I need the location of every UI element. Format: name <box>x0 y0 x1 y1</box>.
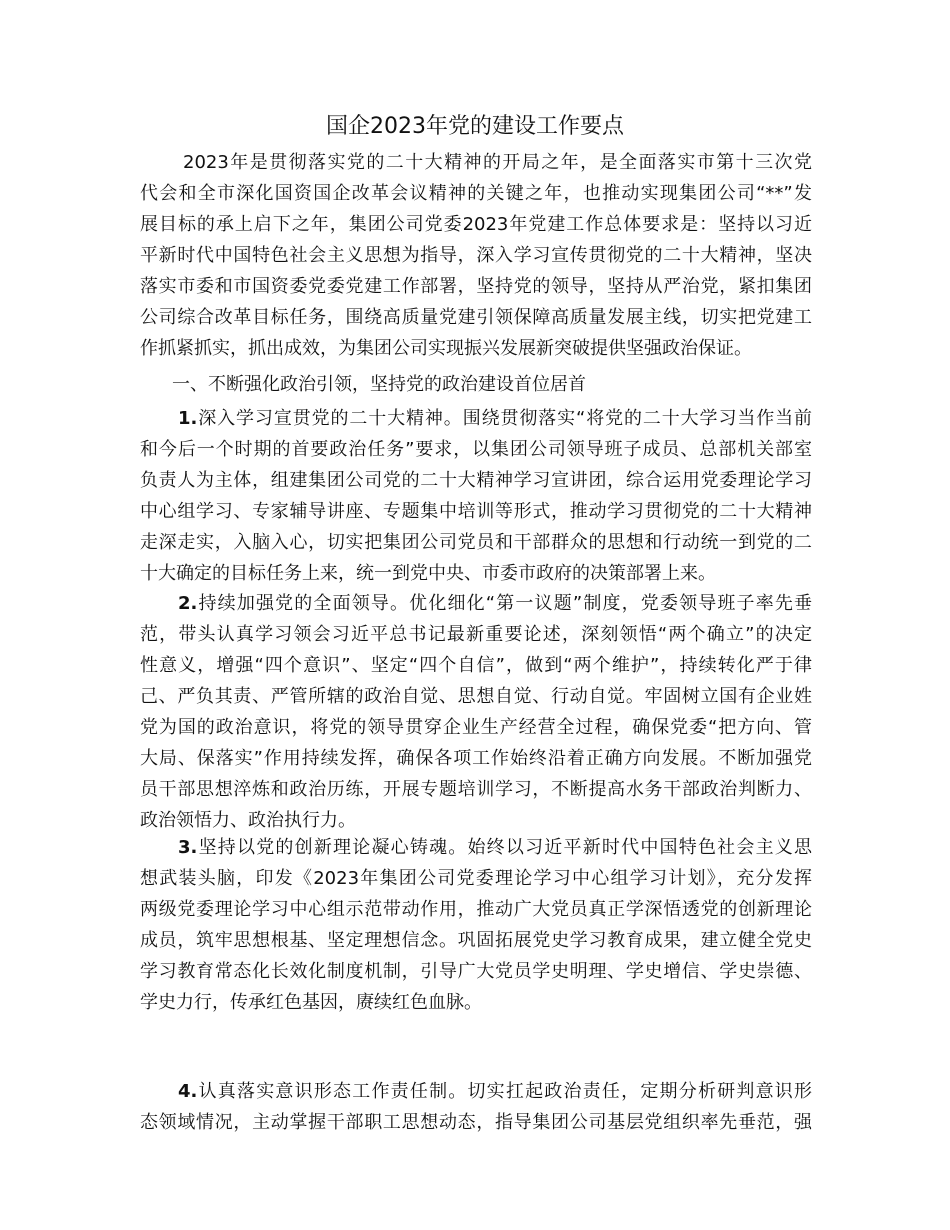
line-text: 政治领悟力、政治执行力。 <box>140 810 356 831</box>
line-text: 成员，筑牢思想根基、坚定理想信念。巩固拓展党史学习教育成果，建立健全党史 <box>140 930 812 951</box>
numbered-paragraph <box>140 1076 812 1138</box>
line-text: 坚持以党的创新理论凝心铸魂。始终以习近平新时代中国特色社会主义思 <box>197 837 812 858</box>
line-text: 落实市委和市国资委党委党建工作部署，坚持党的领导，坚持从严治党，紧扣集团 <box>140 276 812 297</box>
line-text: 走深走实，入脑入心，切实把集团公司党员和干部群众的思想和行动统一到党的二 <box>140 532 812 553</box>
text-line <box>140 832 812 863</box>
line-text: 一、不断强化政治引领，坚持党的政治建设首位居首 <box>172 374 586 395</box>
section-heading <box>140 369 812 400</box>
item-number: 3. <box>178 837 198 858</box>
text-line <box>140 558 812 589</box>
numbered-paragraph <box>140 832 812 1018</box>
line-text: 负责人为主体，组建集团公司党的二十大精神学习宣讲团，综合运用党委理论学习 <box>140 470 812 491</box>
line-text: 平新时代中国特色社会主义思想为指导，深入学习宣传贯彻党的二十大精神，坚决 <box>140 245 812 266</box>
line-text: 党为国的政治意识，将党的领导贯穿企业生产经营全过程，确保党委“把方向、管 <box>140 717 812 738</box>
text-line <box>140 403 812 434</box>
line-text: 作抓紧抓实，抓出成效，为集团公司实现振兴发展新突破提供坚强政治保证。 <box>140 338 752 359</box>
document-title: 国企2023年党的建设工作要点 <box>326 114 624 139</box>
numbered-paragraph <box>140 403 812 589</box>
text-line <box>140 302 812 333</box>
text-line <box>140 987 812 1018</box>
text-line <box>140 465 812 496</box>
line-text: 范，带头认真学习领会习近平总书记最新重要论述，深刻领悟“两个确立”的决定 <box>140 624 812 645</box>
line-text: 两级党委理论学习中心组示范带动作用，推动广大党员真正学深悟透党的创新理论 <box>140 899 812 920</box>
item-number: 2. <box>178 593 198 614</box>
line-text: 展目标的承上启下之年，集团公司党委2023年党建工作总体要求是：坚持以习近 <box>140 214 812 235</box>
text-line <box>140 712 812 743</box>
line-text: 己、严负其责、严管所辖的政治自觉、思想自觉、行动自觉。牢固树立国有企业姓 <box>140 686 812 707</box>
line-text: 十大确定的目标任务上来，统一到党中央、市委市政府的决策部署上来。 <box>140 563 716 584</box>
text-line <box>140 774 812 805</box>
text-line <box>140 894 812 925</box>
line-text: 想武装头脑，印发《2023年集团公司党委理论学习中心组学习计划》，充分发挥 <box>140 868 812 889</box>
line-text: 深入学习宣贯党的二十大精神。围绕贯彻落实“将党的二十大学习当作当前 <box>197 408 812 429</box>
text-line <box>140 1076 812 1107</box>
line-text: 公司综合改革目标任务，围绕高质量党建引领保障高质量发展主线，切实把党建工 <box>140 307 812 328</box>
text-line <box>140 434 812 465</box>
text-line <box>140 240 812 271</box>
line-text: 大局、保落实”作用持续发挥，确保各项工作始终沿着正确方向发展。不断加强党 <box>140 748 812 769</box>
numbered-paragraph <box>140 588 812 836</box>
text-line <box>140 956 812 987</box>
line-text: 持续加强党的全面领导。优化细化“第一议题”制度，党委领导班子率先垂 <box>197 593 812 614</box>
text-line <box>140 271 812 302</box>
text-line <box>140 496 812 527</box>
line-text: 学习教育常态化长效化制度机制，引导广大党员学史明理、学史增信、学史崇德、 <box>140 961 812 982</box>
line-text: 员干部思想淬炼和政治历练，开展专题培训学习，不断提高水务干部政治判断力、 <box>140 779 812 800</box>
line-text: 代会和全市深化国资国企改革会议精神的关键之年，也推动实现集团公司“**”发 <box>140 183 812 204</box>
text-line <box>140 588 812 619</box>
text-line <box>140 147 812 178</box>
line-text: 学史力行，传承红色基因，赓续红色血脉。 <box>140 992 482 1013</box>
line-text: 2023年是贯彻落实党的二十大精神的开局之年，是全面落实市第十三次党 <box>183 152 812 173</box>
text-line <box>140 369 812 400</box>
text-line <box>140 1107 812 1138</box>
line-text: 态领域情况，主动掌握干部职工思想动态，指导集团公司基层党组织率先垂范，强 <box>140 1112 812 1133</box>
text-line <box>140 863 812 894</box>
line-text: 性意义，增强“四个意识”、坚定“四个自信”，做到“两个维护”，持续转化严于律 <box>140 655 812 676</box>
line-text: 中心组学习、专家辅导讲座、专题集中培训等形式，推动学习贯彻党的二十大精神 <box>140 501 812 522</box>
line-text: 和今后一个时期的首要政治任务”要求，以集团公司领导班子成员、总部机关部室 <box>140 439 812 460</box>
text-line <box>140 178 812 209</box>
text-line <box>140 650 812 681</box>
item-number: 1. <box>178 408 198 429</box>
intro-paragraph <box>140 147 812 364</box>
text-line <box>140 527 812 558</box>
line-text: 认真落实意识形态工作责任制。切实扛起政治责任，定期分析研判意识形 <box>197 1081 812 1102</box>
text-line <box>140 209 812 240</box>
item-number: 4. <box>178 1081 198 1102</box>
text-line <box>140 925 812 956</box>
text-line <box>140 619 812 650</box>
text-line <box>140 681 812 712</box>
text-line <box>140 743 812 774</box>
text-line <box>140 333 812 364</box>
